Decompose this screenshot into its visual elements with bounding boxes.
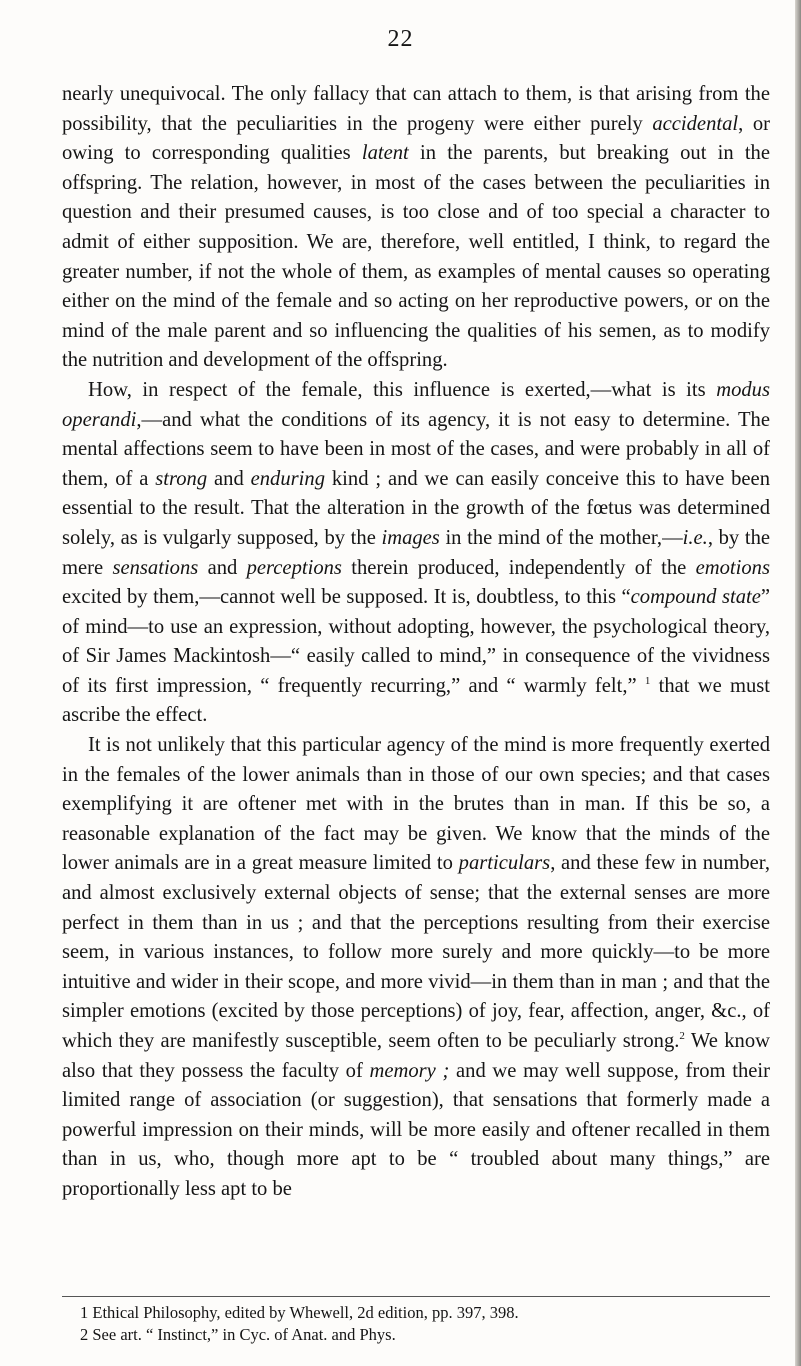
text-run: excited by them,—cannot well be supposed. It is, doubtless, to this “ (62, 586, 631, 609)
italic-run: i.e. (682, 526, 708, 549)
page-edge-shadow (795, 0, 801, 1366)
footnote-1: 1 Ethical Philosophy, edited by Whewell, 2d edition, pp. 397, 398. (80, 1303, 519, 1322)
page-number: 22 (387, 26, 414, 52)
paragraph-2 (62, 376, 770, 731)
footnotes (62, 1302, 770, 1346)
italic-run: particulars (458, 852, 551, 875)
italic-run: latent (361, 142, 409, 165)
paragraph-1 (62, 80, 770, 376)
text-run: How, in respect of the female, this influence is exerted,—what is its (88, 378, 717, 401)
footnote-ref: 2 (679, 1030, 685, 1043)
body-text (62, 80, 770, 1205)
italic-run: emotions (695, 556, 770, 579)
text-run: ” of mind—to use an expression, without adopting, however, the psychological theory, of Sir James Mackintosh—“ easily called to mind,” in consequence of the vividness of its first impression, “ frequently recurring,” and “ warmly felt,” (62, 586, 770, 697)
italic-run: memory ; (369, 1059, 450, 1082)
text-run: in the mind of the mother,— (439, 526, 683, 549)
italic-run: perceptions (246, 556, 342, 579)
text-run: and (198, 556, 247, 579)
text-run: that we must ascribe the effect. (62, 674, 771, 727)
text-run: ,—and what the conditions of its agency, it is not easy to determine. The mental affections seem to have been in most of the cases, and were probably in all of them, of a (62, 408, 770, 490)
text-run: , and these few in number, and almost exclusively external objects of sense; that the external senses are more perfect in them than in us ; and that the perceptions resulting from their exercise seem, in various instances, to follow more surely and more quickly—to be more intuitive and wider in their scope, and more vivid—in them than in man ; and that the simpler emotions (excited by those perceptions) of joy, fear, affection, anger, &c., of which they are manifestly susceptible, seem often to be peculiarly strong. (62, 852, 770, 1052)
text-run: , by the mere (62, 526, 771, 579)
text-run: It is not unlikely that this particular agency of the mind is more frequently exerted in the females of the lower animals than in those of our own species; and that cases exemplifying it are oftener met with in the brutes than in man. If this be so, a reasonable explanation of the fact may be given. We know that the minds of the lower animals are in a great measure limited to (62, 734, 770, 875)
text-run: nearly unequivocal. The only fallacy that can attach to them, is that arising from the possibility, that the peculiarities in the progeny were either purely (62, 83, 770, 135)
text-run: We know also that they possess the faculty of (62, 1030, 770, 1082)
italic-run: enduring (250, 467, 325, 490)
text-run: kind ; and we can easily conceive this to have been essential to the result. That the alteration in the growth of the fœtus was determined solely, as is vulgarly supposed, by the (62, 467, 770, 549)
italic-run: modus operandi (62, 378, 770, 431)
footnote-2: 2 See art. “ Instinct,” in Cyc. of Anat. and Phys. (80, 1325, 396, 1344)
text-run: and (207, 467, 251, 490)
text-run: therein produced, independently of the (341, 556, 696, 579)
italic-run: images (381, 526, 440, 549)
footnote-ref: 1 (644, 675, 651, 688)
italic-run: sensations (112, 556, 199, 579)
italic-run: accidental (652, 112, 739, 135)
text-run: in the parents, but breaking out in the offspring. The relation, however, in most of the cases between the peculiarities in question and their presumed causes, is too close and of too special a character to admit of either supposition. We are, therefore, well entitled, I think, to regard the greater number, if not the whole of them, as examples of mental causes so operating either on the mind of the female and so acting on her reproductive powers, or on the mind of the male parent and so influencing the qualities of his semen, as to modify the nutrition and development of the offspring. (62, 142, 770, 372)
footnote-divider (62, 1296, 770, 1297)
text-run: and we may well suppose, from their limited range of association (or suggestion), that sensations that formerly made a powerful impression on their minds, will be more easily and oftener recalled in them than in us, who, though more apt to be “ troubled about many things,” are proportionally less apt to be (62, 1059, 770, 1200)
paragraph-3 (62, 731, 770, 1205)
italic-run: strong (155, 467, 208, 490)
italic-run: compound state (630, 586, 761, 609)
text-run: , or owing to corresponding qualities (62, 112, 770, 165)
